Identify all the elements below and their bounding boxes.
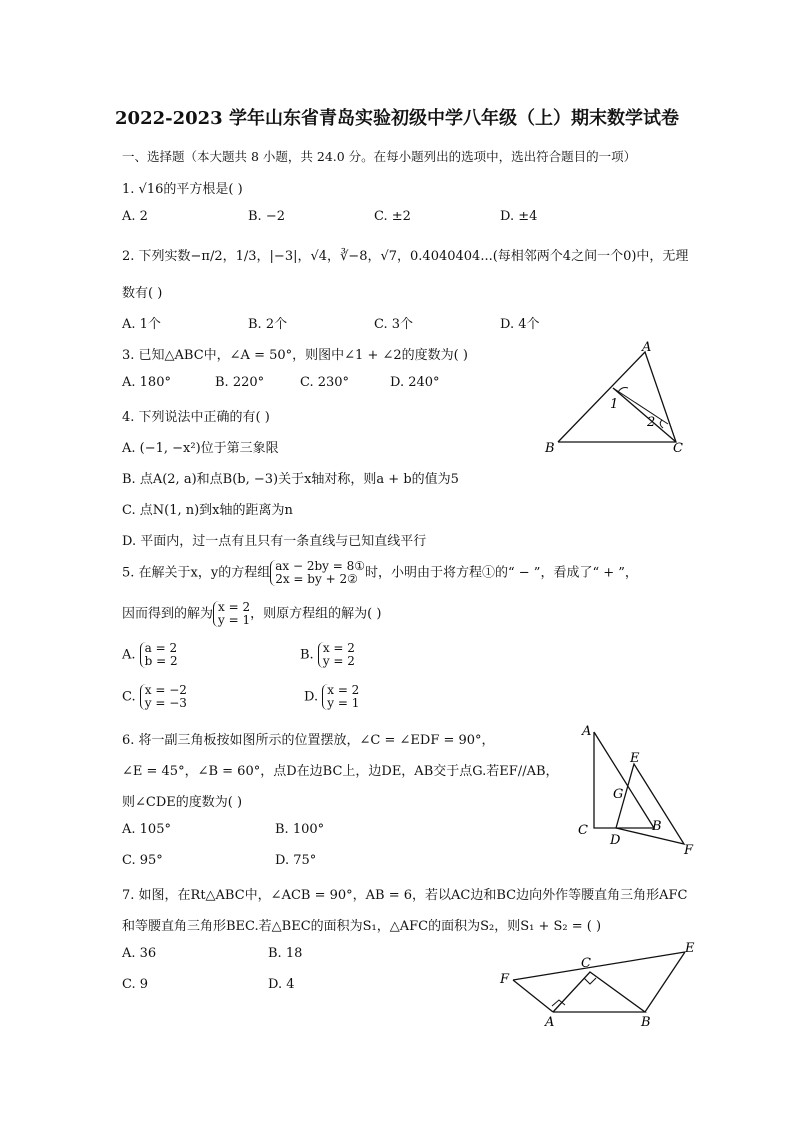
q5-option-a-l1: a = 2 xyxy=(144,641,178,655)
q5-option-b-l2: y = 2 xyxy=(322,654,355,668)
q5-eq1: ax − 2by = 8① xyxy=(275,559,365,573)
question-7-line2: 和等腰直角三角形BEC.若△BEC的面积为S₁，△AFC的面积为S₂，则S₁ + S₂ = ( ) xyxy=(122,919,602,934)
q5-option-c-l2: y = −3 xyxy=(144,696,187,710)
question-6-line2: ∠E = 45°，∠B = 60°，点D在边BC上，边DE，AB交于点G.若EF//AB， xyxy=(122,764,559,779)
q6-label-a: A xyxy=(582,724,592,739)
q5-option-b-l1: x = 2 xyxy=(322,641,355,655)
question-2-stem-cont: 数有( ) xyxy=(122,286,163,301)
q5-option-b xyxy=(300,642,355,668)
question-5-stem xyxy=(122,560,638,586)
q5-stem-post: 时，小明由于将方程①的“ − ”，看成了“ + ”， xyxy=(365,565,638,581)
q5-option-b-label: B. xyxy=(300,647,314,663)
q6-label-d: D xyxy=(610,833,621,848)
q2-option-a: A. 1个 xyxy=(122,317,161,332)
q7-label-a: A xyxy=(545,1015,555,1030)
q7-option-a: A. 36 xyxy=(122,946,157,961)
q4-option-c: C. 点N(1, n)到x轴的距离为n xyxy=(122,503,293,518)
section-heading: 一、选择题（本大题共 8 小题，共 24.0 分。在每小题列出的选项中，选出符合题目的一项） xyxy=(122,149,637,164)
q6-option-c: C. 95° xyxy=(122,853,163,868)
q7-option-c: C. 9 xyxy=(122,977,149,992)
q5-eq2: 2x = by + 2② xyxy=(275,572,358,586)
q3-option-d: D. 240° xyxy=(390,375,440,390)
q5-system xyxy=(270,560,365,586)
q2-option-c: C. 3个 xyxy=(374,317,414,332)
q6-option-a: A. 105° xyxy=(122,822,171,837)
q5-option-d-l1: x = 2 xyxy=(327,683,360,697)
q7-label-c: C xyxy=(581,956,591,971)
q5-sol2: y = 1 xyxy=(218,613,251,627)
question-2-stem: 2. 下列实数−π/2，1/3，|−3|，√4，∛−8，√7，0.4040404...(每相邻两个4之间一个0)中，无理 xyxy=(122,249,689,264)
question-4-stem: 4. 下列说法中正确的有( ) xyxy=(122,410,270,425)
question-5-stem-cont xyxy=(122,601,381,627)
question-3-stem: 3. 已知△ABC中，∠A = 50°，则图中∠1 + ∠2的度数为( ) xyxy=(122,348,468,363)
q3-label-2: 2 xyxy=(647,415,656,430)
q5-sol1: x = 2 xyxy=(218,600,251,614)
question-6-line3: 则∠CDE的度数为( ) xyxy=(122,795,243,810)
q1-option-b: B. −2 xyxy=(248,209,285,224)
q6-option-d: D. 75° xyxy=(275,853,317,868)
question-6-line1: 6. 将一副三角板按如图所示的位置摆放，∠C = ∠EDF = 90°， xyxy=(122,733,495,748)
q5-option-c xyxy=(122,684,187,710)
q7-label-b: B xyxy=(641,1015,651,1030)
q2-option-b: B. 2个 xyxy=(248,317,288,332)
q5-option-c-l1: x = −2 xyxy=(144,683,187,697)
q7-figure xyxy=(495,940,705,1030)
q7-label-e: E xyxy=(685,941,695,956)
q1-option-d: D. ±4 xyxy=(500,209,538,224)
q6-label-e: E xyxy=(630,751,640,766)
q7-option-b: B. 18 xyxy=(268,946,303,961)
q5-option-d-label: D. xyxy=(304,689,319,705)
q5-line2-pre: 因而得到的解为 xyxy=(122,606,214,622)
question-1-stem: 1. √16的平方根是( ) xyxy=(122,182,243,197)
q4-option-d: D. 平面内，过一点有且只有一条直线与已知直线平行 xyxy=(122,534,427,549)
question-7-line1: 7. 如图，在Rt△ABC中，∠ACB = 90°，AB = 6，若以AC边和BC边向外作等腰直角三角形AFC xyxy=(122,888,688,903)
q2-option-d: D. 4个 xyxy=(500,317,540,332)
q3-option-c: C. 230° xyxy=(300,375,350,390)
q6-label-g: G xyxy=(613,787,624,802)
q6-label-f: F xyxy=(684,843,694,858)
q3-option-b: B. 220° xyxy=(215,375,265,390)
q1-option-a: A. 2 xyxy=(122,209,148,224)
q6-figure xyxy=(570,720,710,860)
q5-stem-pre: 5. 在解关于x，y的方程组 xyxy=(122,565,271,581)
q4-option-b: B. 点A(2, a)和点B(b, −3)关于x轴对称，则a + b的值为5 xyxy=(122,472,459,487)
q5-wrong-solution xyxy=(213,601,250,627)
page-title: 2022-2023 学年山东省青岛实验初级中学八年级（上）期末数学试卷 xyxy=(115,108,679,129)
q5-option-d-l2: y = 1 xyxy=(327,696,360,710)
q6-option-b: B. 100° xyxy=(275,822,325,837)
q5-option-a-label: A. xyxy=(122,647,136,663)
q5-line2-post: ，则原方程组的解为( ) xyxy=(250,606,382,622)
q7-option-d: D. 4 xyxy=(268,977,295,992)
q3-label-1: 1 xyxy=(610,397,619,412)
q3-label-c: C xyxy=(673,441,683,456)
q3-label-b: B xyxy=(545,441,555,456)
q4-option-a: A. (−1, −x²)位于第三象限 xyxy=(122,441,279,456)
q3-label-a: A xyxy=(642,340,652,355)
q7-label-f: F xyxy=(500,972,510,987)
q3-option-a: A. 180° xyxy=(122,375,171,390)
q5-option-a-l2: b = 2 xyxy=(144,654,178,668)
q5-option-a xyxy=(122,642,178,668)
q6-label-b: B xyxy=(652,819,662,834)
q3-figure xyxy=(540,338,690,456)
q1-option-c: C. ±2 xyxy=(374,209,411,224)
q5-option-c-label: C. xyxy=(122,689,136,705)
q6-label-c: C xyxy=(578,823,588,838)
q5-option-d xyxy=(304,684,359,710)
